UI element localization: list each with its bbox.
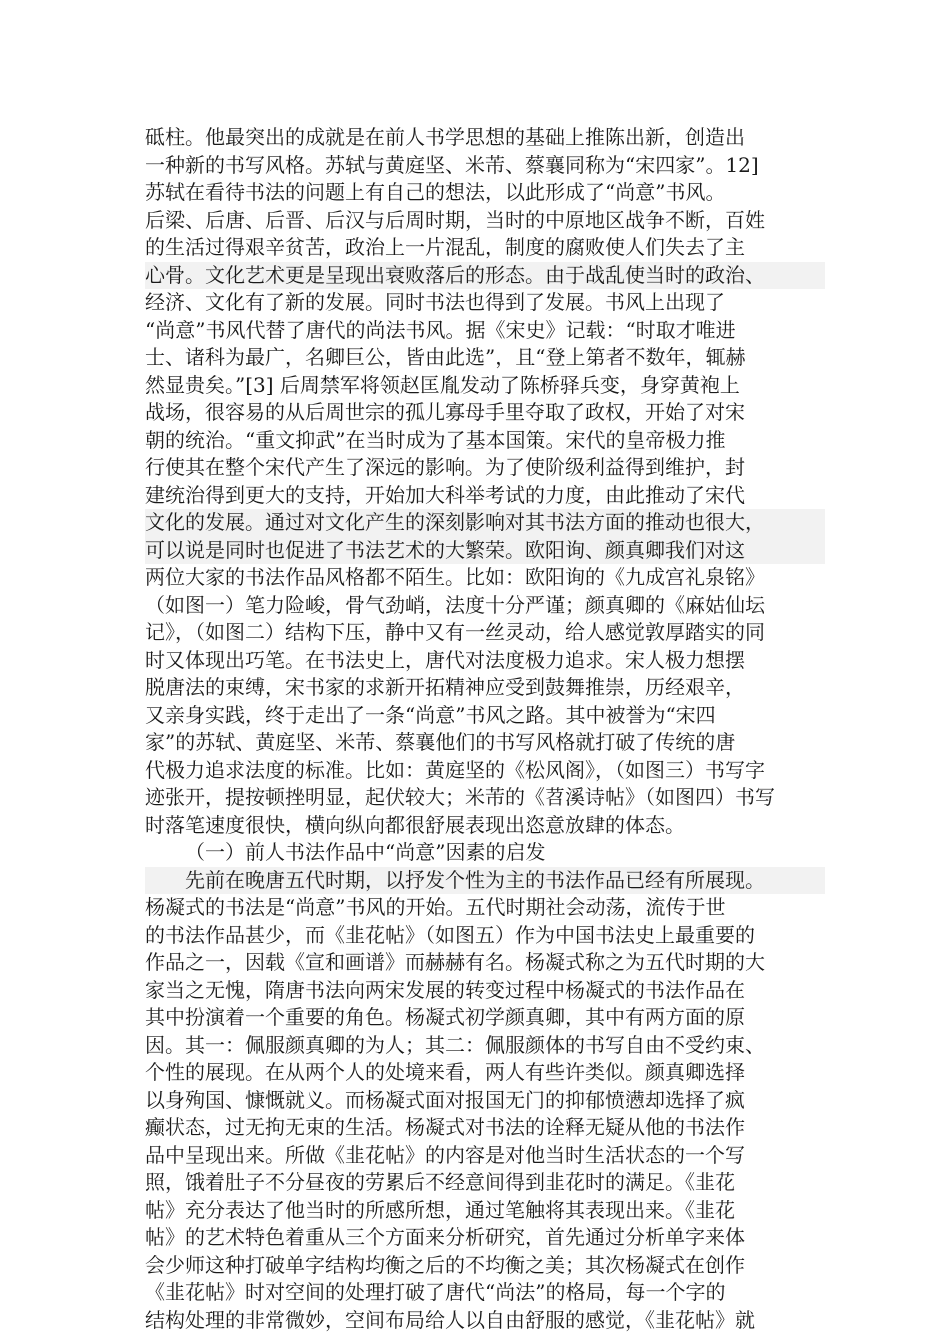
text-line: 照，饿着肚子不分昼夜的劳累后不经意间得到韭花时的满足。《韭花 [145, 1170, 735, 1194]
body-text [145, 124, 825, 1334]
text-line: 癫状态，过无拘无束的生活。杨凝式对书法的诠释无疑从他的书法作 [145, 1115, 745, 1139]
text-line: 文化的发展。通过对文化产生的深刻影响对其书法方面的推动也很大， [145, 509, 825, 537]
text-line: 战场，很容易的从后周世宗的孤儿寡母手里夺取了政权，开始了对宋 [145, 400, 745, 424]
text-line: 朝的统治。“重文抑武”在当时成为了基本国策。宋代的皇帝极力推 [145, 427, 726, 452]
text-line: 其中扮演着一个重要的角色。杨凝式初学颜真卿，其中有两方面的原 [145, 1005, 745, 1029]
text-line: 时落笔速度很快，横向纵向都很舒展表现出恣意放肆的体态。 [145, 812, 685, 837]
text-line: 家”的苏轼、黄庭坚、米芾、蔡襄他们的书写风格就打破了传统的唐 [145, 730, 736, 754]
text-line: 结构处理的非常微妙，空间布局给人以自由舒服的感觉，《韭花帖》就 [145, 1307, 755, 1332]
text-line: 苏轼在看待书法的问题上有自己的想法，以此形成了“尚意”书风。 [145, 180, 726, 204]
text-line: （如图一）笔力险峻，骨气劲峭，法度十分严谨；颜真卿的《麻姑仙坛 [145, 592, 765, 617]
text-line: 家当之无愧，隋唐书法向两宋发展的转变过程中杨凝式的书法作品在 [145, 977, 745, 1002]
text-line: 记》，（如图二）结构下压，静中又有一丝灵动，给人感觉敦厚踏实的同 [145, 620, 765, 644]
text-line: 士、诸科为最广，名卿巨公，皆由此选”，且“登上第者不数年，辄赫 [145, 345, 746, 369]
text-line: 可以说是同时也促进了书法艺术的大繁荣。欧阳询、颜真卿我们对这 [145, 537, 825, 565]
text-line: 心骨。文化艺术更是呈现出衰败落后的形态。由于战乱使当时的政治、 [145, 262, 825, 290]
text-line: 杨凝式的书法是“尚意”书风的开始。五代时期社会动荡，流传于世 [145, 895, 726, 919]
text-line: 个性的展现。在从两个人的处境来看，两人有些许类似。颜真卿选择 [145, 1060, 745, 1084]
text-line: 然显贵矣。”[3] 后周禁军将领赵匡胤发动了陈桥驿兵变，身穿黄袍上 [145, 372, 740, 397]
text-line: 经济、文化有了新的发展。同时书法也得到了发展。书风上出现了 [145, 290, 725, 314]
section-heading: （一）前人书法作品中“尚意”因素的启发 [185, 840, 546, 864]
text-line: 一种新的书写风格。苏轼与黄庭坚、米芾、蔡襄同称为“宋四家”。12] [145, 152, 759, 177]
paragraph-2 [145, 867, 825, 1335]
paragraph-1 [145, 124, 825, 839]
text-line: 脱唐法的束缚，宋书家的求新开拓精神应受到鼓舞推崇，历经艰辛， [145, 675, 745, 699]
text-line: 后梁、后唐、后晋、后汉与后周时期，当时的中原地区战争不断，百姓 [145, 207, 765, 232]
text-line: “尚意”书风代替了唐代的尚法书风。据《宋史》记载：“时取才唯进 [145, 317, 736, 342]
text-line: 以身殉国、慷慨就义。而杨凝式面对报国无门的抑郁愤懑却选择了疯 [145, 1087, 745, 1112]
text-line: 帖》充分表达了他当时的所感所想，通过笔触将其表现出来。《韭花 [145, 1197, 735, 1222]
text-line: 的生活过得艰辛贫苦，政治上一片混乱，制度的腐败使人们失去了主 [145, 235, 745, 259]
text-line: 行使其在整个宋代产生了深远的影响。为了使阶级利益得到维护，封 [145, 455, 745, 479]
text-line: 因。其一：佩服颜真卿的为人；其二：佩服颜体的书写自由不受约束、 [145, 1032, 765, 1057]
text-line: 先前在晚唐五代时期，以抒发个性为主的书法作品已经有所展现。 [145, 867, 825, 895]
text-line: 的书法作品甚少，而《韭花帖》（如图五）作为中国书法史上最重要的 [145, 922, 755, 947]
text-line: 建统治得到更大的支持，开始加大科举考试的力度，由此推动了宋代 [145, 482, 745, 507]
text-line: 品中呈现出来。所做《韭花帖》的内容是对他当时生活状态的一个写 [145, 1142, 745, 1167]
text-line: 会少师这种打破单字结构均衡之后的不均衡之美；其次杨凝式在创作 [145, 1252, 745, 1277]
text-line: 又亲身实践，终于走出了一条“尚意”书风之路。其中被誉为“宋四 [145, 702, 716, 727]
text-line: 迹张开，提按顿挫明显，起伏较大；米芾的《苕溪诗帖》（如图四）书写 [145, 785, 775, 809]
text-line: 两位大家的书法作品风格都不陌生。比如：欧阳询的《九成宫礼泉铭》 [145, 565, 765, 589]
text-line: 代极力追求法度的标准。比如：黄庭坚的《松风阁》，（如图三）书写字 [145, 757, 765, 782]
text-line: 作品之一，因载《宣和画谱》而赫赫有名。杨凝式称之为五代时期的大 [145, 950, 765, 974]
text-line: 帖》的艺术特色着重从三个方面来分析研究，首先通过分析单字来体 [145, 1225, 745, 1249]
text-line: 时又体现出巧笔。在书法史上，唐代对法度极力追求。宋人极力想摆 [145, 647, 745, 672]
text-line: 《韭花帖》时对空间的处理打破了唐代“尚法”的格局，每一个字的 [145, 1280, 726, 1304]
text-line: 砥柱。他最突出的成就是在前人书学思想的基础上推陈出新，创造出 [145, 125, 745, 149]
